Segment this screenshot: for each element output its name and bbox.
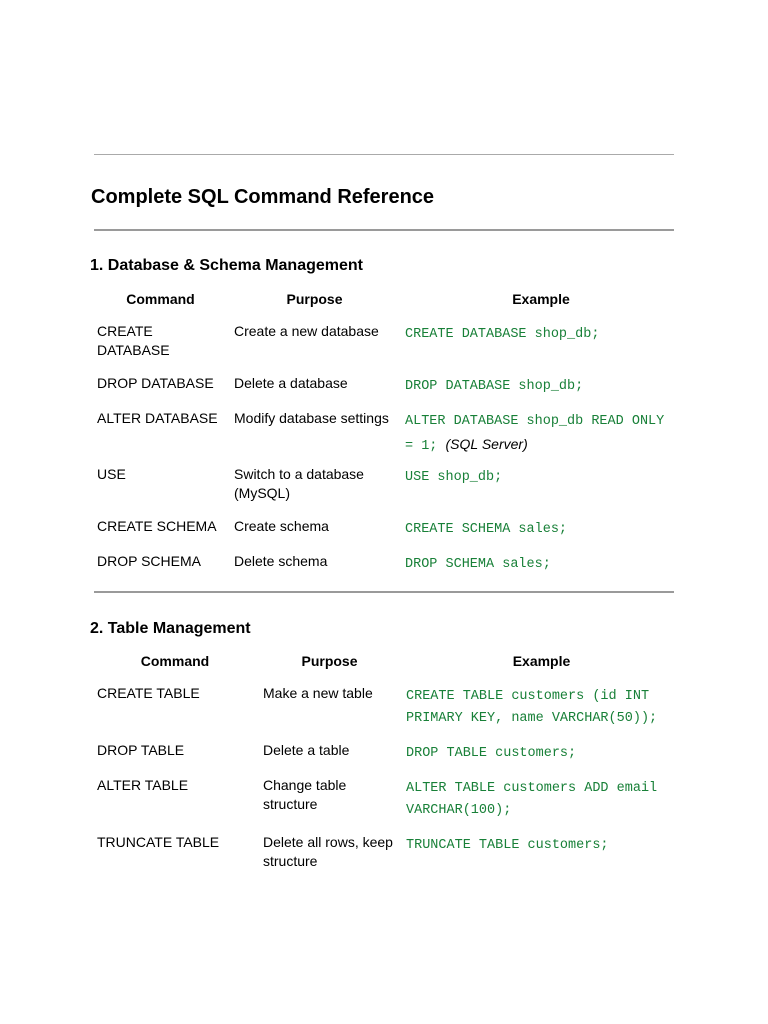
purpose-cell: Modify database settings [234, 410, 389, 426]
command-cell: DROP TABLE [97, 742, 185, 758]
example-code: CREATE SCHEMA sales; [405, 522, 568, 537]
table-row [92, 833, 682, 885]
example-code: ALTER DATABASE shop_db READ ONLY = 1; [405, 414, 665, 454]
command-cell: CREATE DATABASE [97, 323, 170, 358]
example-code: DROP SCHEMA sales; [405, 557, 551, 572]
example-code: USE shop_db; [405, 470, 503, 485]
example-cell [400, 465, 682, 517]
command-cell: ALTER TABLE [97, 777, 189, 793]
example-note: (SQL Server) [445, 436, 528, 452]
purpose-cell: Make a new table [263, 685, 373, 701]
example-cell [401, 776, 682, 833]
command-cell: USE [97, 466, 126, 482]
example-cell [400, 409, 682, 465]
example-cell [401, 684, 682, 741]
table-row [92, 374, 682, 409]
section-heading: 1. Database & Schema Management [90, 257, 363, 274]
purpose-cell: Delete schema [234, 553, 328, 569]
table-row [92, 684, 682, 741]
table-row [92, 741, 682, 776]
top-divider [94, 154, 674, 155]
column-header-command: Command [140, 653, 210, 669]
example-cell [400, 517, 682, 552]
title-divider [94, 229, 674, 231]
example-cell [401, 833, 682, 885]
example-cell [400, 374, 682, 409]
column-header-example: Example [512, 653, 571, 669]
document-title: Complete SQL Command Reference [91, 186, 435, 208]
command-table [92, 289, 682, 587]
table-row [92, 409, 682, 465]
table-row [92, 517, 682, 552]
command-cell: ALTER DATABASE [97, 410, 218, 426]
purpose-cell: Delete all rows, keep structure [263, 834, 393, 869]
purpose-cell: Switch to a database (MySQL) [234, 466, 364, 501]
command-cell: CREATE TABLE [97, 685, 200, 701]
example-code: CREATE TABLE customers (id INT PRIMARY KEY, name VARCHAR(50)); [406, 689, 658, 726]
table-row [92, 776, 682, 833]
table-header-row [92, 289, 682, 322]
command-table [92, 651, 682, 885]
purpose-cell: Create a new database [234, 323, 379, 339]
purpose-cell: Create schema [234, 518, 329, 534]
purpose-cell: Change table structure [263, 777, 347, 812]
command-cell: DROP DATABASE [97, 375, 214, 391]
example-cell [400, 322, 682, 374]
command-cell: TRUNCATE TABLE [97, 834, 220, 850]
example-cell [400, 552, 682, 587]
column-header-purpose: Purpose [286, 291, 343, 307]
table-row [92, 552, 682, 587]
command-cell: CREATE SCHEMA [97, 518, 217, 534]
example-code: DROP DATABASE shop_db; [405, 379, 584, 394]
purpose-cell: Delete a table [263, 742, 350, 758]
column-header-command: Command [126, 291, 195, 307]
table-row [92, 465, 682, 517]
purpose-cell: Delete a database [234, 375, 348, 391]
example-code: DROP TABLE customers; [406, 746, 577, 761]
example-code: TRUNCATE TABLE customers; [406, 838, 609, 853]
example-code: CREATE DATABASE shop_db; [405, 327, 600, 342]
example-cell [401, 741, 682, 776]
table-row [92, 322, 682, 374]
column-header-purpose: Purpose [301, 653, 358, 669]
table-header-row [92, 651, 682, 684]
section-divider [94, 591, 674, 593]
command-cell: DROP SCHEMA [97, 553, 201, 569]
example-code: ALTER TABLE customers ADD email VARCHAR(100); [406, 781, 658, 818]
section-heading: 2. Table Management [90, 620, 251, 637]
column-header-example: Example [512, 291, 570, 307]
